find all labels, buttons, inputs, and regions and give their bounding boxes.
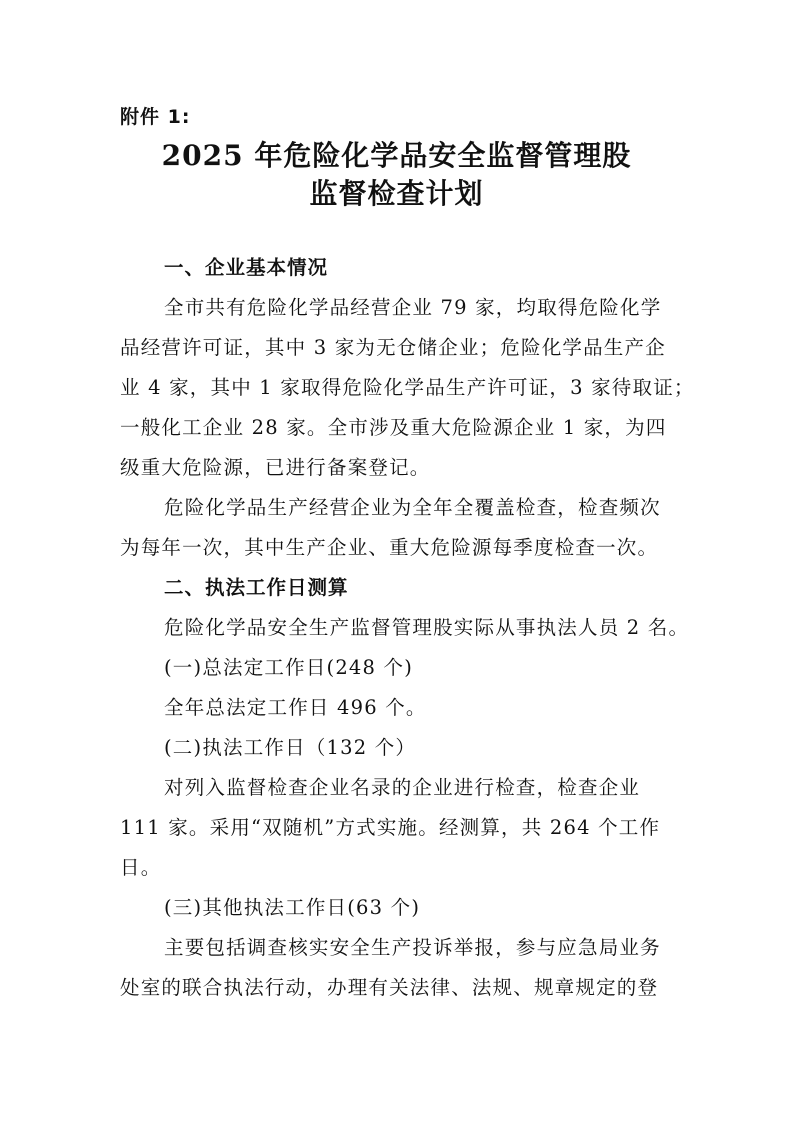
document-title-line-2: 监督检查计划	[309, 177, 484, 210]
paragraph-line: 品经营许可证，其中 3 家为无仓储企业；危险化学品生产企	[120, 336, 666, 359]
paragraph-line: 111 家。采用“双随机”方式实施。经测算，共 264 个工作	[120, 816, 661, 839]
paragraph-line: 业 4 家，其中 1 家取得危险化学品生产许可证，3 家待取证；	[120, 376, 695, 399]
section-heading-basic-info: 一、企业基本情况	[164, 256, 329, 279]
paragraph-line: 日。	[120, 856, 162, 879]
paragraph-line: 处室的联合执法行动，办理有关法律、法规、规章规定的登	[120, 976, 659, 999]
paragraph-line: 为每年一次，其中生产企业、重大危险源每季度检查一次。	[120, 536, 659, 559]
subsection-title-enforcement-days: (二)执法工作日（132 个）	[164, 736, 417, 759]
paragraph-line: 危险化学品安全生产监督管理股实际从事执法人员 2 名。	[164, 616, 690, 639]
paragraph-line: 对列入监督检查企业名录的企业进行检查，检查企业	[164, 776, 641, 799]
paragraph-line: 级重大危险源，已进行备案登记。	[120, 456, 431, 479]
subsection-title-other-days: (三)其他执法工作日(63 个)	[164, 896, 421, 919]
paragraph-line: 主要包括调查核实安全生产投诉举报，参与应急局业务	[164, 936, 661, 959]
attachment-label: 附件 1:	[120, 106, 191, 128]
subsection-title-statutory-days: (一)总法定工作日(248 个)	[164, 656, 414, 679]
document-title-line-1: 2025 年危险化学品安全监督管理股	[161, 139, 632, 172]
paragraph-line: 全年总法定工作日 496 个。	[164, 696, 427, 719]
paragraph-line: 危险化学品生产经营企业为全年全覆盖检查，检查频次	[164, 496, 661, 519]
paragraph-line: 一般化工企业 28 家。全市涉及重大危险源企业 1 家，为四	[120, 416, 667, 439]
section-heading-workday-estimate: 二、执法工作日测算	[164, 576, 349, 599]
paragraph-line: 全市共有危险化学品经营企业 79 家，均取得危险化学	[164, 296, 662, 319]
